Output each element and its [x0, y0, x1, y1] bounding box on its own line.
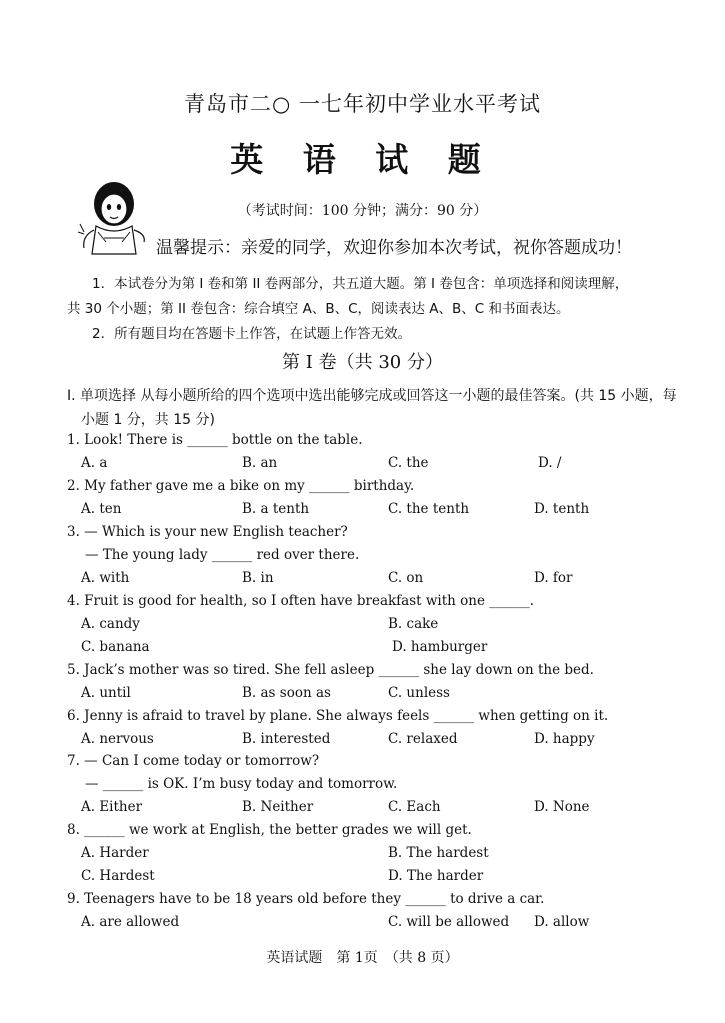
- option: D. hamburger: [392, 639, 488, 655]
- option: C. Each: [388, 799, 441, 815]
- option: D. The harder: [388, 868, 484, 884]
- question-stem: 7. — Can I come today or tomorrow?: [67, 753, 320, 769]
- option: A. candy: [81, 616, 140, 632]
- question-stem: 5. Jack’s mother was so tired. She fell asleep ______ she lay down on the bed.: [67, 662, 594, 678]
- question-stem: 6. Jenny is afraid to travel by plane. She always feels ______ when getting on it.: [67, 708, 609, 724]
- option: A. are allowed: [81, 914, 180, 930]
- page-footer: 英语试题 第 1页 （共 8 页）: [266, 950, 459, 966]
- option: C. will be allowed: [388, 914, 510, 930]
- exam-title: 青岛市二○ 一七年初中学业水平考试: [184, 92, 541, 116]
- question-stem: 4. Fruit is good for health, so I often have breakfast with one ______.: [67, 593, 535, 609]
- warm-tip: 温馨提示：亲爱的同学，欢迎你参加本次考试，祝你答题成功！: [156, 238, 632, 258]
- section-intro: I. 单项选择 从每小题所给的四个选项中选出能够完成或回答这一小题的最佳答案。(共 15 小题，每小题 1 分，共 15 分): [67, 388, 677, 428]
- option: C. Hardest: [81, 868, 155, 884]
- option: C. banana: [81, 639, 150, 655]
- option: C. unless: [388, 685, 450, 701]
- option: A. with: [81, 570, 130, 586]
- option: A. until: [81, 685, 131, 701]
- option: D. allow: [534, 914, 590, 930]
- note-line-3: 2．所有题目均在答题卡上作答，在试题上作答无效。: [92, 326, 412, 342]
- option: A. Either: [81, 799, 143, 815]
- option: B. interested: [242, 731, 331, 747]
- note-line-1: 1．本试卷分为第 I 卷和第 II 卷两部分，共五道大题。第 I 卷包含：单项选择和阅读理解，: [92, 276, 629, 292]
- option: B. in: [242, 570, 274, 586]
- question-stem: 9. Teenagers have to be 18 years old before they ______ to drive a car.: [67, 891, 545, 907]
- option: B. as soon as: [242, 685, 331, 701]
- option: C. the: [388, 455, 429, 471]
- option: B. Neither: [242, 799, 314, 815]
- exam-time-info: （考试时间：100 分钟；满分：90 分）: [237, 203, 488, 219]
- note-line-2: 共 30 个小题；第 II 卷包含：综合填空 A、B、C，阅读表达 A、B、C 和书面表达。: [67, 301, 570, 317]
- question-stem: 1. Look! There is ______ bottle on the table.: [67, 432, 363, 448]
- option: A. Harder: [81, 845, 149, 861]
- option: A. ten: [81, 501, 122, 517]
- option: B. an: [242, 455, 278, 471]
- question-stem-2: — The young lady ______ red over there.: [85, 547, 360, 563]
- option: D. /: [538, 455, 562, 471]
- option: D. happy: [534, 731, 595, 747]
- question-stem: 3. — Which is your new English teacher?: [67, 524, 348, 540]
- option: D. tenth: [534, 501, 590, 517]
- option: D. None: [534, 799, 590, 815]
- option: C. the tenth: [388, 501, 470, 517]
- subject-title: 英 语 试 题: [230, 140, 495, 179]
- question-stem: 8. ______ we work at English, the better grades we will get.: [67, 822, 472, 838]
- option: D. for: [534, 570, 573, 586]
- option: C. relaxed: [388, 731, 458, 747]
- question-stem: 2. My father gave me a bike on my ______ birthday.: [67, 478, 415, 494]
- option: B. a tenth: [242, 501, 310, 517]
- option: A. nervous: [81, 731, 154, 747]
- option: B. cake: [388, 616, 439, 632]
- part-title: 第 I 卷（共 30 分）: [282, 352, 443, 373]
- option: C. on: [388, 570, 424, 586]
- option: A. a: [81, 455, 108, 471]
- question-stem-2: — ______ is OK. I’m busy today and tomorrow.: [85, 776, 398, 792]
- option: B. The hardest: [388, 845, 489, 861]
